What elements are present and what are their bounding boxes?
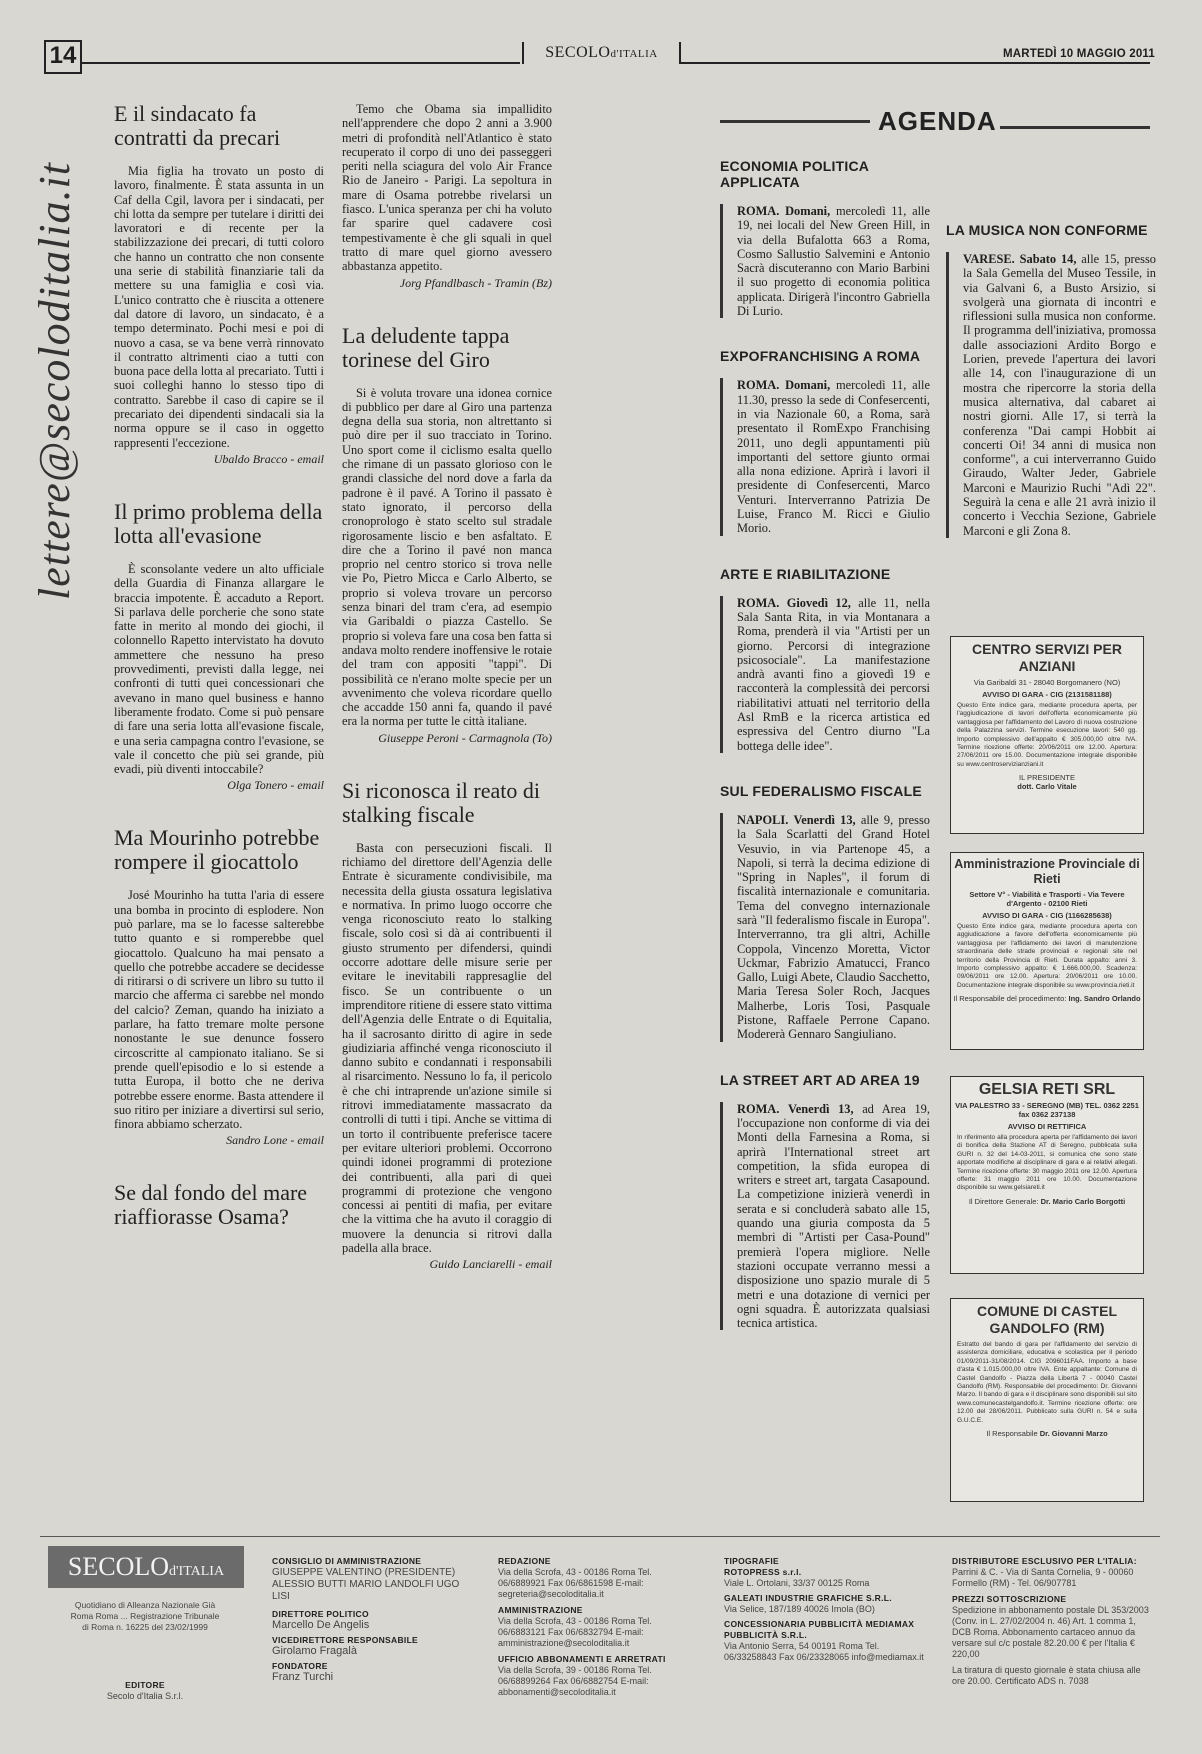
sidebar-email-text[interactable]: lettere@secoloditalia.it — [30, 162, 79, 600]
letter-6 — [342, 779, 552, 1272]
footer-board-value: GIUSEPPE VALENTINO (PRESIDENTE) ALESSIO BUTTI MARIO LANDOLFI UGO LISI — [272, 1567, 460, 1602]
footer-board — [272, 1556, 472, 1683]
letters-column-2 — [342, 102, 552, 1271]
letter-6-title: Si riconosca il reato di stalking fiscale — [342, 777, 540, 827]
ad-1-subtitle: Via Garibaldi 31 - 28040 Borgomanero (NO) — [973, 678, 1121, 687]
paper-name-suffix: d'ITALIA — [610, 48, 658, 60]
agenda-item-3-text: alle 11, nella Sala Santa Rita, in via Montanara a Roma, prenderà il via "Artisti per un giorno. Percorsi di integrazione psicosociale". La manifestazione andrà avanti fino a giovedì 19 e racconterà la complessità dei percorsi riabilitativi attuati nel territorio della Asl RmB e la ricerca artistica ed espressiva del Centro diurno "La bottega delle idee". — [737, 595, 930, 753]
ad-3-sign-label: Il Direttore Generale: — [968, 1196, 1039, 1206]
ad-3-sign — [951, 1197, 1143, 1206]
letter-4-body — [342, 102, 552, 274]
agenda-item-4-place: NAPOLI. — [737, 812, 789, 827]
ad-comune-castel-gandolfo — [950, 1298, 1144, 1502]
letter-5-signature: Giuseppe Peroni - Carmagnola (To) — [378, 730, 552, 745]
agenda-item-2-heading: EXPOFRANCHISING A ROMA — [720, 348, 921, 365]
agenda-item-3-body — [720, 596, 930, 753]
agenda-item-3 — [720, 566, 930, 753]
footer-tipografia-1-value: Viale L. Ortolani, 33/37 00125 Roma — [724, 1578, 870, 1588]
agenda-item-6 — [946, 222, 1156, 538]
agenda-item-1-body — [720, 204, 930, 318]
letter-4-signature: Jorg Pfandlbasch - Tramin (Bz) — [399, 275, 552, 290]
letter-2-title: Il primo problema della lotta all'evasione — [114, 498, 323, 548]
letter-5-title: La deludente tappa torinese del Giro — [342, 322, 510, 372]
agenda-item-6-when: Sabato 14, — [1019, 252, 1077, 266]
footer-closing-note: La tiratura di questo giornale è stata chiusa alle ore 20.00. Certificato ADS n. 7038 — [952, 1665, 1141, 1686]
footer-amministrazione-value: Via della Scrofa, 43 - 00186 Roma Tel. 06/6883121 Fax 06/6832794 E-mail: amministrazione@secoloditalia.it — [498, 1616, 652, 1648]
agenda-item-2 — [720, 348, 930, 535]
footer-tipografie-label: TIPOGRAFIE — [724, 1556, 779, 1566]
footer-distribuzione — [952, 1556, 1152, 1687]
ad-3-body: In riferimento alla procedura aperta per l'affidamento dei lavori di bonifica della Stazione AT di Seregno, pubblicata sulla GURI n. 32 del 14-03-2011, si comunica che sono state apportate modifiche al disciplinare di gara e ai relativi allegati. Termine ricezione offerte: 30 maggio 2011 ore 12.00. Apertura offerte: 31 maggio 2011 ore 10.00. Documentazione disponibile su www.gelsiareti.it — [957, 1134, 1137, 1192]
ad-4-sign — [951, 1429, 1143, 1438]
letter-2-signature: Olga Tonero - email — [227, 778, 324, 793]
page-date: MARTEDÌ 10 MAGGIO 2011 — [1002, 48, 1155, 60]
agenda-item-6-place: VARESE. — [963, 252, 1015, 266]
letter-2-body — [114, 562, 324, 776]
agenda-item-3-when: Giovedì 12, — [786, 595, 851, 610]
agenda-item-5 — [720, 1072, 930, 1331]
ad-gelsia-reti — [950, 1076, 1144, 1274]
agenda-item-4-text: alle 9, presso la Sala Scarlatti del Grand Hotel Vesuvio, in via Partenope 45, a Napoli, si terrà la decima edizione di "Spring in Naples", il forum di fiscalità internazionale e comunitaria. Tema del convegno internazionale sarà "Il federalismo fiscale in Europa". Interverranno, tra gli altri, Achille Coppola, Vincenzo Moretta, Victor Uckmar, Fabrizio Amatucci, Franco Gallo, Luigi Abete, Claudio Sacchetto, Maria Teresa Soler Roch, Jacques Malherbe, Loris Tosi, Pasquale Pistone, Raffaele Perrone Capano. Modererà Gennaro Sangiuliano. — [737, 812, 930, 1042]
ad-2-sign — [951, 994, 1143, 1003]
ad-1-notice: AVVISO DI GARA - CIG (2131581188) — [982, 690, 1112, 699]
agenda-item-1-text: mercoledì 11, alle 19, nei locali del New Green Hill, in via della Bufalotta 663 a Roma, Cosmo Sallustio Salvemini e Antonio Sacrà discuteranno con Mario Barbini il suo progetto di economia politica applicata. Dirigerà l'incontro Gabriella Di Lurio. — [737, 204, 930, 319]
letter-5-text: Si è voluta trovare una idonea cornice di pubblico per dare al Giro una partenza degna della sua storia, non altrettanto si può dire per il suo tracciato in Torino. Uno sport come il ciclismo esalta quello che rimane di un passato glorioso con le grandi classiche del nord dove a farla da padrone è il pavé. A Torino il passato è stato ignorato, il percorso della cronoprologo è stato scelto sul stradale rigorosamente liscio e ben asfaltato. E dire che a Torino il pavé non manca proprio nel centro storico si trova nelle vie Po, Pietro Micca e Carlo Alberto, se proprio si voleva trovare un percorso senza binari del tram c'era, ad esempio via Garibaldi o piazza Castello. Se proprio si voleva fare una cosa ben fatta si andava molto rendere inoffensive le rotaie del tram con appositi "tappi". Di possibilità ce n'erano molte specie per un avvenimento che voleva ricordare quello che accadde 150 anni fa, quando il pavé era la norma per tutte le città italiane. — [342, 385, 552, 729]
footer-vice-value: Girolamo Fragalà — [272, 1645, 357, 1657]
footer-tipografia-2-name: GALEATI INDUSTRIE GRAFICHE S.R.L. — [724, 1593, 892, 1603]
ad-1-sign-label: IL PRESIDENTE — [1019, 773, 1075, 783]
page-number-text: 14 — [49, 42, 77, 69]
header-rule-right — [680, 62, 1150, 64]
agenda-item-2-when: Domani, — [785, 378, 831, 393]
agenda-item-2-body — [720, 378, 930, 535]
ad-2-sign-name: Ing. Sandro Orlando — [1068, 994, 1141, 1004]
agenda-column-1 — [720, 158, 930, 1330]
footer-founder-label: FONDATORE — [272, 1661, 328, 1671]
agenda-item-5-heading: LA STREET ART AD AREA 19 — [720, 1071, 920, 1088]
agenda-item-3-place: ROMA. — [737, 595, 780, 610]
ad-2-subtitle: Settore V° - Viabilità e Trasporti - Via Tevere d'Argento - 02100 Rieti — [969, 890, 1125, 908]
footer-tipografia-2-value: Via Selice, 187/189 40026 Imola (BO) — [724, 1604, 875, 1614]
ad-3-subtitle: VIA PALESTRO 33 - SEREGNO (MB) TEL. 0362 2251 fax 0362 237138 — [955, 1101, 1139, 1119]
footer-pubblicita-value: Via Antonio Serra, 54 00191 Roma Tel. 06/33258843 Fax 06/23328065 info@mediamax.it — [724, 1641, 924, 1662]
footer-tipografia-1-name: ROTOPRESS s.r.l. — [724, 1567, 802, 1577]
agenda-item-5-text: ad Area 19, l'occupazione non conforme di via dei Monti della Farnesina a Roma, si aprirà l'International street art competition, la sfida europea di writers e street art, targata Casapound. La competizione inizierà venerdì in serata e si concluderà sabato alle 15, quando una giuria composta da 5 membri di "Artisti per Casa-Pound" premierà l'opera migliore. Nelle stazioni occupate verranno messi a disposizione uno spazio murale di 5 metri e una dotazione di vernici per ogni squadra. È autorizzata qualsiasi tecnica artistica. — [737, 1101, 930, 1331]
footer-distribuzione-label: DISTRIBUTORE ESCLUSIVO PER L'ITALIA: — [952, 1556, 1137, 1566]
letter-1-text: Mia figlia ha trovato un posto di lavoro, finalmente. È stata assunta in un Caf della Cgil, lavora per i sindacati, per chi lotta da sempre per tutelare i diritti dei lavoratori e di recente per la stabilizzazione dei precari, di tutti coloro che hanno un contratto che non consente una serie di stabilità finanziarie tali da mettere su una famiglia e così via. L'unico contratto che è riuscita a ottenere dal datore di lavoro, un sindacato, è a tempo determinato. Pochi mesi e poi di nuovo a casa, se va bene verrà rinnovato il contratto altrimenti ciao a tutti con buona pace della lotta al precariato. Tutti i suoi colleghi hanno lo stesso tipo di contratto. Sarebbe il caso di capire se il precariato dei dipendenti sindacali sia la norma oppure se il caso in oggetto rappresenti l'eccezione. — [114, 164, 324, 450]
footer-redazione-value: Via della Scrofa, 43 - 00186 Roma Tel. 06/6889921 Fax 06/6861598 E-mail: segreteria@secoloditalia.it — [498, 1567, 652, 1599]
letter-5-body — [342, 386, 552, 729]
agenda-column-2 — [946, 222, 1156, 538]
letter-5 — [342, 324, 552, 745]
paper-name — [522, 42, 681, 64]
footer-director-label: DIRETTORE POLITICO — [272, 1609, 369, 1619]
ad-2-sign-label: Il Responsabile del procedimento: — [953, 994, 1067, 1004]
footer-amministrazione-label: AMMINISTRAZIONE — [498, 1605, 583, 1615]
footer-editore — [70, 1680, 220, 1702]
ad-3-sign-name: Dr. Mario Carlo Borgotti — [1040, 1196, 1126, 1206]
agenda-item-5-when: Venerdì 13, — [787, 1101, 854, 1116]
footer-abbonamenti-value: Via della Scrofa, 39 - 00186 Roma Tel. 06/68899264 Fax 06/6882754 E-mail: abbonamenti@secoloditalia.it — [498, 1665, 652, 1697]
letter-2-text: È sconsolante vedere un alto ufficiale della Guardia di Finanza allargare le braccia impotente. È accaduto a Report. Si parlava delle porcherie che sono state fatte in merito al mondo dei giochi, il colonnello Rapetto intervistato ha dovuto ammettere che nessuno ha preso provvedimenti, previsti dalla legge, nei confronti di tutti quei concessionari che avevano in mano quel business e hanno liberamente frodato. Come si può pensare di fare una seria lotta all'evasione fiscale, e una seria campagna contro l'evasione, se vale il concetto che più sei grande, più evadi, più diventi intoccabile? — [114, 561, 324, 777]
footer-logo-main: SECOLO — [67, 1552, 170, 1581]
letter-3-body — [114, 888, 324, 1131]
footer-distribuzione-value: Parrini & C. - Via di Santa Cornelia, 9 - 00060 Formello (RM) - Tel. 06/907781 — [952, 1567, 1134, 1588]
agenda-item-5-place: ROMA. — [737, 1101, 780, 1116]
footer-founder-value: Franz Turchi — [272, 1671, 334, 1683]
letter-3-text: José Mourinho ha tutta l'aria di essere una bomba in procinto di esplodere. Non può parlare, ma se lo facesse salterebbe tutto quanto e si romperebbe quel giocattolo. Qualcuno ha mai pensato a quello che potrebbe accadere se decidesse di ritirarsi o di scrivere un libro su tutto il marcio che afferma ci sarebbe nel mondo del calcio? Zeman, quando ha iniziato a parlare, ha fatto tremare molte persone nonostante le sue denunce fossero circoscritte al campionato italiano. Se si prende quell'episodio e lo si estende a tutta Europa, il botto che ne deriva potrebbe essere enorme. Basta attendere il suo ritiro per iniziare a divertirsi sul serio, finora abbiamo scherzato. — [114, 888, 324, 1132]
ad-3-title: GELSIA RETI SRL — [978, 1081, 1116, 1098]
footer-rates-label: PREZZI SOTTOSCRIZIONE — [952, 1594, 1067, 1604]
agenda-item-1-place: ROMA. — [737, 204, 780, 218]
paper-name-main: SECOLO — [545, 44, 611, 61]
letter-1 — [114, 102, 324, 466]
agenda-item-4-body — [720, 813, 930, 1042]
ad-centro-servizi-anziani — [950, 636, 1144, 834]
footer-director-value: Marcello De Angelis — [272, 1619, 370, 1631]
page-number — [44, 40, 82, 74]
letter-4 — [114, 1181, 324, 1229]
ad-provincia-rieti — [950, 852, 1144, 1050]
ad-3-notice: AVVISO DI RETTIFICA — [1007, 1122, 1087, 1131]
ad-2-title: Amministrazione Provinciale di Rieti — [954, 857, 1140, 886]
header-rule-left — [80, 62, 520, 64]
footer-masthead-note: Quotidiano di Alleanza Nazionale Già Roma Roma ... Registrazione Tribunale di Roma n. 16225 del 23/02/1999 — [70, 1600, 220, 1632]
sidebar-email[interactable] — [30, 80, 80, 600]
letter-3 — [114, 826, 324, 1147]
footer-editore-label: EDITORE — [125, 1680, 165, 1690]
footer-board-label: CONSIGLIO DI AMMINISTRAZIONE — [272, 1556, 422, 1566]
agenda-title: AGENDA — [878, 106, 997, 136]
ad-2-notice: AVVISO DI GARA - CIG (1166285638) — [982, 911, 1112, 920]
ad-4-sign-label: Il Responsabile — [986, 1429, 1038, 1439]
letter-6-text: Basta con persecuzioni fiscali. Il richiamo del direttore dell'Agenzia delle Entrate è sicuramente condivisibile, ma necessita della giusta ossatura legislativa e normativa. In primo luogo occorre che venga riconosciuto reato lo stalking fiscale, solo così si dà ai contribuenti il giusto strumento per difendersi, quindi occorre adottare delle misure serie per evitare le inevitabili rappresaglie del fisco. Se un contribuente o un imprenditore ritiene di essere stato vittima dell'Agenzia delle Entrate o di Equitalia, ha il sacrosanto diritto di agire in sede giudiziaria affinché venga riconosciuto il danno subito e condannati i responsabili al risarcimento. Nessuno lo fa, il pericolo è che chi intraprende un'azione simile si ritrovi immediatamente massacrato da controlli di tutti i tipi. Anche se vittima di un torto il contribuente preferisce tacere per evitare ulteriori problemi. Occorrono quindi idonei programmi di protezione dei contribuenti, alla pari di quei programmi di protezione che vengono concessi ai pentiti di mafia, per evitare che la vittima che ha avuto il coraggio di muovere la denuncia si ritrovi dalla padella alla brace. — [342, 840, 552, 1255]
letter-4-body-continued — [342, 102, 552, 290]
letter-3-signature: Sandro Lone - email — [226, 1133, 324, 1148]
footer-pubblicita-label: CONCESSIONARIA PUBBLICITÀ MEDIAMAX PUBBLICITÀ S.R.L. — [724, 1619, 915, 1640]
agenda-item-6-heading: LA MUSICA NON CONFORME — [946, 222, 1148, 238]
agenda-item-4 — [720, 783, 930, 1042]
agenda-item-2-text: mercoledì 11, alle 11.30, presso la sede di Confesercenti, in via Nazionale 60, a Roma, sarà presentato il RomExpo Franchising 2011, uno degli appuntamenti più importanti del settore giunto ormai alla nona edizione. Aprirà i lavori il presidente di Confesercenti, Marco Venturi. Interverranno Patrizia De Luise, Franco M. Ricci e Giulio Morio. — [737, 378, 930, 536]
footer-rule — [40, 1536, 1160, 1537]
footer-tipografie — [724, 1556, 924, 1663]
agenda-rule-left — [720, 120, 870, 123]
ad-1-sign-name: dott. Carlo Vitale — [1017, 782, 1077, 792]
footer-redazione — [498, 1556, 683, 1698]
letters-column-1 — [114, 102, 324, 1229]
footer-abbonamenti-label: UFFICIO ABBONAMENTI E ARRETRATI — [498, 1654, 666, 1664]
agenda-rule-right — [1000, 126, 1150, 129]
ad-4-title: COMUNE DI CASTEL GANDOLFO (RM) — [977, 1303, 1117, 1336]
agenda-item-6-text: alle 15, presso la Sala Gemella del Museo Tessile, in via Galvani 6, a Busto Arsizio, si svolgerà una giornata di incontri e riflessioni sulla musica non conforme. Il programma dell'iniziativa, promossa dalle associazioni Ardito Borgo e Lorien, prevede l'apertura dei lavori alle 14, con l'inaugurazione di un mostra che ripercorre la storia della musica alternativa, dal cabaret ai nostri giorni. Alle 17, si terrà la conferenza "Dai campi Hobbit ai concerti Oi! 34 anni di musica non conforme", a cui interverranno Guido Giraudo, Walter Jeder, Gabriele Marconi e Maurizio Ruchi "Adì 22". Seguirà la cena e alle 21 avrà inizio il concerto i Vecchia Sezione, Gabriele Marconi e gli Zona 8. — [963, 252, 1156, 538]
letter-1-signature: Ubaldo Bracco - email — [213, 451, 324, 466]
agenda-item-3-heading: ARTE E RIABILITAZIONE — [720, 565, 891, 582]
agenda-item-1-heading: ECONOMIA POLITICA APPLICATA — [720, 158, 869, 190]
ad-1-body: Questo Ente indice gara, mediante procedura aperta, per l'aggiudicazione di lavori dell'offerta economicamente più vantaggiosa per l'affidamento del Lavoro di nuova costruzione della Palazzina servizi. Termine esecuzione lavori: 540 gg. Importo complessivo dell'appalto € 305.000,00 oltre IVA. Termine ricezione offerte: 20/06/2011 ore 12.00. Apertura: 27/06/2011 ore 15.00. Documentazione integrale disponibile su www.centroservizianziani.it — [957, 702, 1137, 768]
letter-1-title: E il sindacato fa contratti da precari — [114, 101, 281, 150]
footer-redazione-label: REDAZIONE — [498, 1556, 551, 1566]
letter-4-text: Temo che Obama sia impallidito nell'apprendere che dopo 2 anni a 3.900 metri di profondità nell'Atlantico è stato recuperato il corpo di uno dei passeggeri periti nella sciagura del volo Air France Rio de Janeiro - Parigi. La sepoltura in mare di Osama potrebbe rivelarsi un fiasco. L'unica speranza per chi ha voluto far sparire quel cadavere così tempestivamente è che gli squali in quel tratto di mare quel giorno avessero abbastanza appetito. — [342, 102, 552, 274]
footer-logo — [48, 1546, 244, 1588]
agenda-item-4-heading: SUL FEDERALISMO FISCALE — [720, 782, 922, 799]
agenda-item-4-when: Venerdì 13, — [793, 812, 856, 827]
letter-6-signature: Guido Lanciarelli - email — [429, 1257, 552, 1272]
agenda-item-1-when: Domani, — [785, 204, 831, 218]
ad-1-title: CENTRO SERVIZI PER ANZIANI — [972, 641, 1122, 674]
letter-2 — [114, 500, 324, 792]
footer-vice-label: VICEDIRETTORE RESPONSABILE — [272, 1635, 419, 1645]
letter-6-body — [342, 841, 552, 1256]
letter-4-title: Se dal fondo del mare riaffiorasse Osama? — [114, 1180, 308, 1230]
ad-2-body: Questo Ente indice gara, mediante procedura aperta con aggiudicazione a favore dell'offerta economicamente più vantaggiosa per l'affidamento dei lavori di manutenzione straordinaria delle strade provinciali e regionali site nel territorio della Provincia di Rieti. Durata appalto: anni 3. Importo complessivo appalto: € 1.666.000,00. Scadenza: 09/06/2011 ore 12.00. Apertura: 20/06/2011 ore 10.00. Documentazione integrale disponibile su www.provincia.rieti.it — [957, 923, 1137, 989]
agenda-item-6-body — [946, 252, 1156, 538]
footer-logo-suffix: d'ITALIA — [169, 1564, 225, 1579]
agenda-item-5-body — [720, 1102, 930, 1331]
letter-3-title: Ma Mourinho potrebbe rompere il giocattolo — [114, 825, 320, 875]
footer-rates-value: Spedizione in abbonamento postale DL 353/2003 (Conv. in L. 27/02/2004 n. 46) Art. 1 comma 1, DCB Roma. Abbonamento cartaceo annuo da versare sul c/c postale 82.20.00 € per l'Italia € 220,00 — [952, 1605, 1149, 1659]
ad-4-sign-name: Dr. Giovanni Marzo — [1039, 1429, 1108, 1439]
agenda-item-1 — [720, 158, 930, 318]
agenda-item-2-place: ROMA. — [737, 378, 780, 393]
letter-1-body — [114, 164, 324, 450]
ad-4-body: Estratto del bando di gara per l'affidamento del servizio di assistenza domiciliare, educativa e scolastica per il periodo 01/09/2011-31/08/2014. CIG 2096011FAA. Importo a base d'asta € 1.015.000,00 oltre IVA. Ente appaltante: Comune di Castel Gandolfo - Piazza della Libertà 7 - 00040 Castel Gandolfo (RM). Responsabile del procedimento: Dr. Giovanni Marzo. Il bando di gara e il disciplinare sono disponibili sul sito www.comunecastelgandolfo.it. Termine ricezione offerte: ore 12.00 del 28/06/2011. Pubblicato sulla GURI n. 54 e sulla G.U.C.E. — [957, 1341, 1137, 1424]
footer-editore-value: Secolo d'Italia S.r.l. — [106, 1691, 184, 1701]
